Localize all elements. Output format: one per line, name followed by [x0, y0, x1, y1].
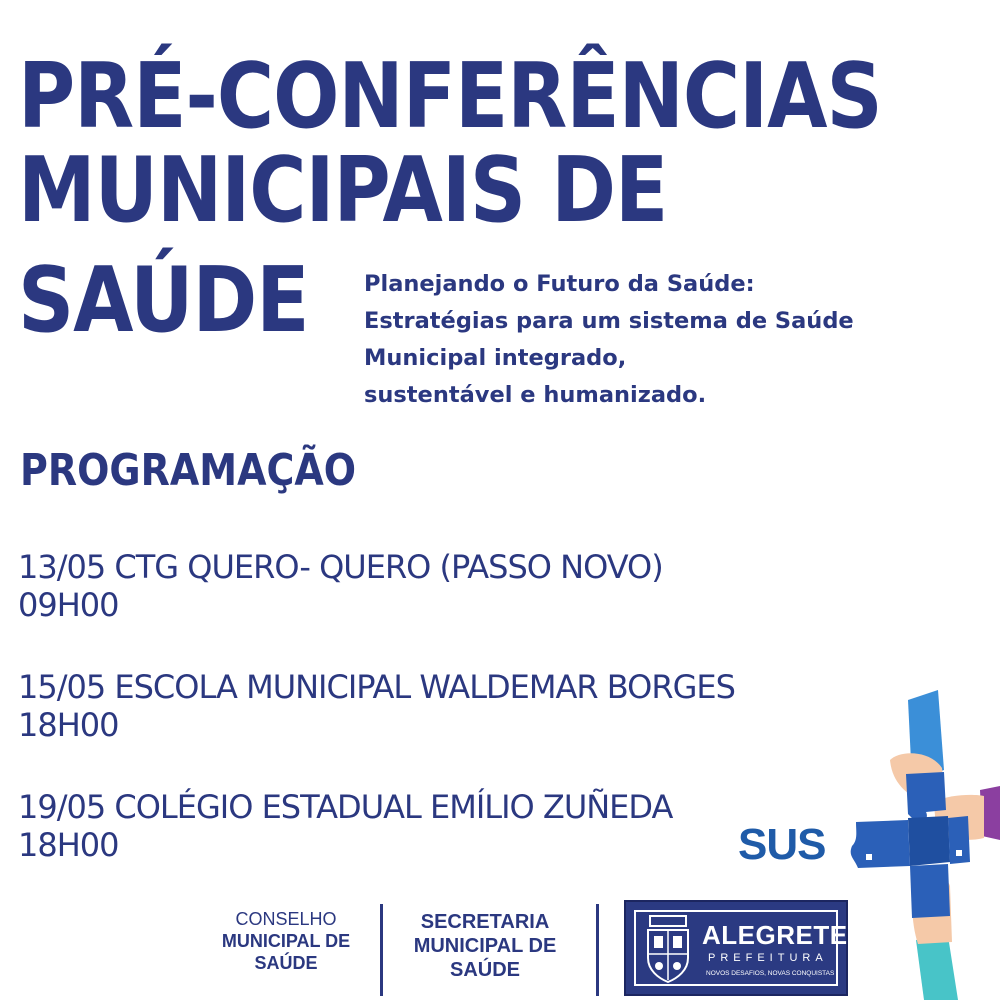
schedule-item-time: 09H00 [18, 586, 119, 624]
divider [380, 904, 383, 996]
prefeitura-name: ALEGRETE [702, 920, 848, 950]
puzzle-piece-left [851, 820, 910, 868]
secretaria-line: MUNICIPAL DE [413, 935, 557, 957]
prefeitura-slogan: NOVOS DESAFIOS, NOVAS CONQUISTAS [706, 970, 835, 977]
conselho-line: SAÚDE [254, 953, 318, 973]
puzzle-piece-center [908, 816, 950, 866]
schedule-item-time: 18H00 [18, 826, 119, 864]
schedule-item [18, 668, 735, 744]
conselho-logo [200, 908, 372, 974]
footer-logos [0, 900, 1000, 1000]
secretaria-logo [394, 910, 576, 982]
schedule-item-time: 18H00 [18, 706, 119, 744]
schedule-item-place: 13/05 CTG QUERO- QUERO (PASSO NOVO) [18, 548, 663, 586]
puzzle-piece-right [948, 816, 970, 864]
schedule-item [18, 548, 663, 624]
sus-logo-text: SUS [738, 820, 826, 869]
secretaria-line: SAÚDE [449, 959, 520, 981]
event-theme-subtitle [364, 266, 854, 414]
conselho-line: CONSELHO [235, 909, 337, 929]
title-line-2: MUNICIPAIS DE [18, 139, 668, 243]
prefeitura-label: PREFEITURA [708, 952, 828, 964]
schedule-item [18, 788, 672, 864]
subtitle-line: sustentável e humanizado. [364, 382, 707, 408]
alegrete-prefeitura-logo [624, 900, 848, 996]
subtitle-line: Municipal integrado, [364, 345, 627, 371]
schedule-item-place: 19/05 COLÉGIO ESTADUAL EMÍLIO ZUÑEDA [18, 788, 673, 826]
subtitle-line: Estratégias para um sistema de Saúde [364, 308, 854, 334]
coat-of-arms-icon [642, 914, 694, 986]
title-line-3: SAÚDE [18, 249, 309, 353]
schedule-item-place: 15/05 ESCOLA MUNICIPAL WALDEMAR BORGES [18, 668, 735, 706]
secretaria-line: SECRETARIA [420, 911, 550, 933]
program-heading: PROGRAMAÇÃO [20, 444, 357, 496]
title-line-1: PRÉ-CONFERÊNCIAS [18, 45, 882, 149]
conselho-line: MUNICIPAL DE [221, 931, 351, 951]
divider [596, 904, 599, 996]
subtitle-line: Planejando o Futuro da Saúde: [364, 271, 755, 297]
